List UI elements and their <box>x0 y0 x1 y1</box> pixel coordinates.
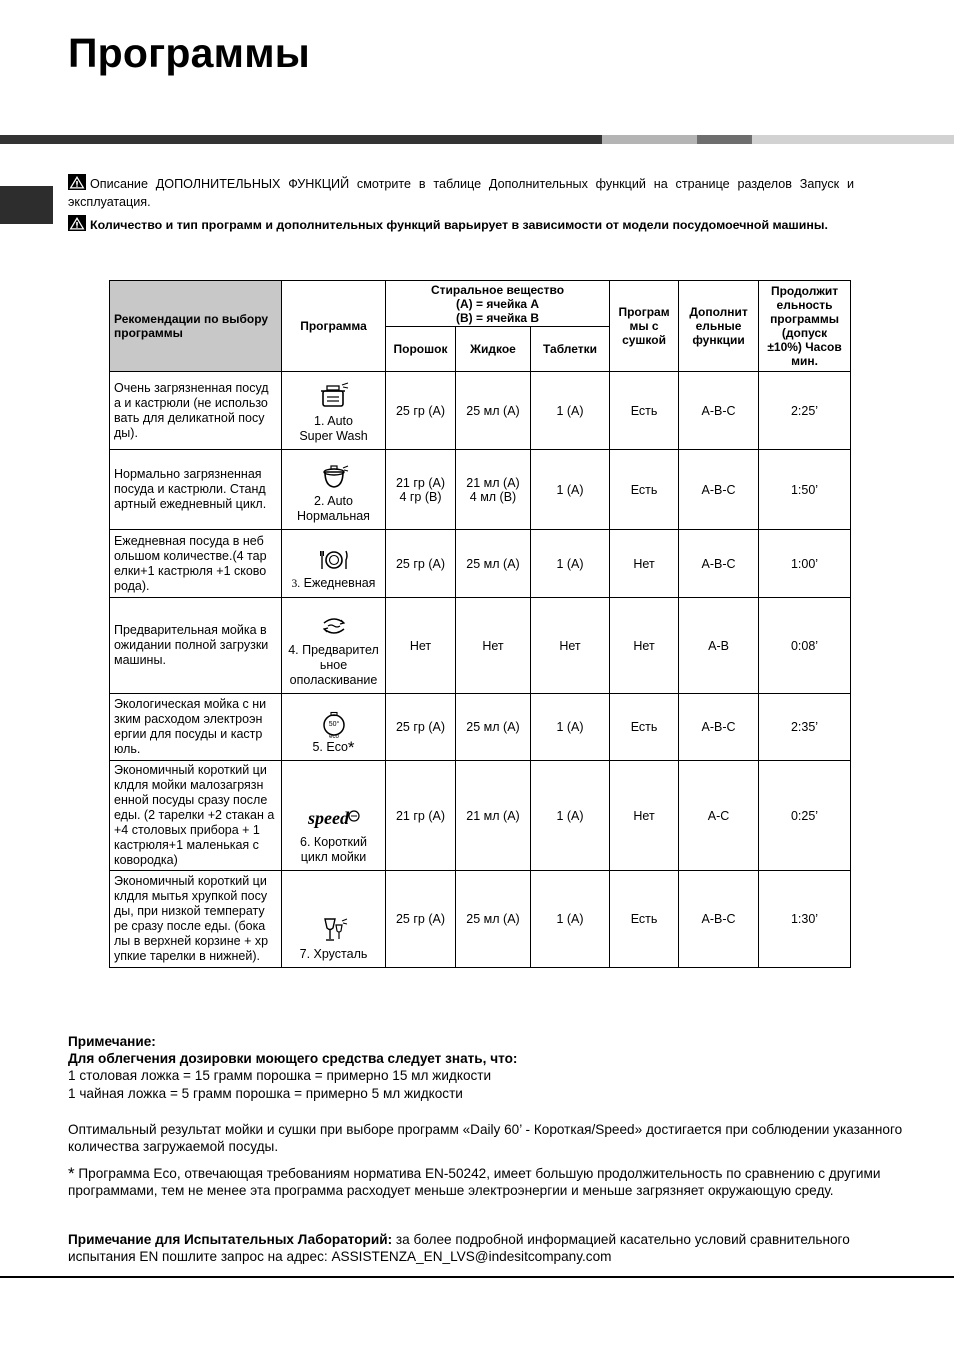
header-bar-dark <box>0 135 602 144</box>
row-powder: 21 гр (A) <box>386 761 456 871</box>
table-row <box>110 598 851 694</box>
section-tab <box>0 186 53 224</box>
row-liquid: 25 мл (A) <box>456 871 531 968</box>
row-tablets: 1 (A) <box>531 450 610 530</box>
row-recommendation: Экономичный короткий ци клдля мойки малозагрязн енной посуды сразу после еды. (2 тарелки +2 стакан а +4 столовых прибора + 1 кастрюля+1 маленькая с ковородка) <box>110 761 282 871</box>
header-bar-light <box>602 135 697 144</box>
row-powder: 25 гр (A) <box>386 530 456 598</box>
row-powder: Нет <box>386 598 456 694</box>
row-tablets: 1 (A) <box>531 530 610 598</box>
row-drying: Есть <box>610 372 679 450</box>
header-powder: Порошок <box>386 327 456 372</box>
program-name-line1: 4. Предварител <box>288 643 379 657</box>
auto-super-wash-icon <box>319 382 349 410</box>
row-duration: 2:25’ <box>759 372 851 450</box>
header-recommendation: Рекомендации по выбору программы <box>110 281 282 372</box>
row-recommendation: Экологическая мойка с ни зким расходом электроэн ергии для посуды и кастр юль. <box>110 694 282 761</box>
lab-note-label: Примечание для Испытательных Лабораторий: <box>68 1232 393 1247</box>
row-powder: 25 гр (A) <box>386 871 456 968</box>
lab-note <box>68 1231 908 1265</box>
page-title: Программы <box>68 30 310 76</box>
asterisk: * <box>68 1164 75 1183</box>
header-detergent <box>386 281 610 327</box>
row-program <box>282 694 386 761</box>
row-options: A-B-C <box>679 694 759 761</box>
daily-plate-icon <box>318 548 350 572</box>
row-program <box>282 372 386 450</box>
header-detergent-title: Стиральное вещество <box>430 282 565 297</box>
row-recommendation: Нормально загрязненная посуда и кастрюли. Станд артный ежедневный цикл. <box>110 450 282 530</box>
row-program <box>282 530 386 598</box>
table-row <box>110 871 851 968</box>
header-detergent-b: (B) = ячейка B <box>455 310 540 325</box>
row-tablets: Нет <box>531 598 610 694</box>
row-recommendation: Ежедневная посуда в неб ольшом количестве.(4 тар елки+1 кастрюля +1 сково рода). <box>110 530 282 598</box>
row-tablets: 1 (A) <box>531 871 610 968</box>
eco-note <box>68 1165 908 1199</box>
dosage-note-title: Примечание: <box>68 1034 156 1049</box>
row-liquid: Нет <box>456 598 531 694</box>
table-row <box>110 372 851 450</box>
bottom-rule <box>0 1276 954 1278</box>
row-liquid: 25 мл (A) <box>456 530 531 598</box>
row-powder <box>386 450 456 530</box>
row-program <box>282 450 386 530</box>
dosage-note <box>68 1033 908 1102</box>
table-row <box>110 761 851 871</box>
liquid-b: 4 мл (B) <box>469 489 517 504</box>
program-name-line1 <box>286 576 381 592</box>
row-drying: Есть <box>610 450 679 530</box>
program-name-line2: Нормальная <box>297 509 370 523</box>
row-duration: 0:25’ <box>759 761 851 871</box>
program-name-line1: 1. Auto <box>314 414 353 428</box>
programs-table <box>109 280 851 968</box>
program-name: 5. Eco <box>312 740 348 754</box>
row-duration: 1:30’ <box>759 871 851 968</box>
header-liquid: Жидкое <box>456 327 531 372</box>
header-duration: Продолжит ельность программы (допуск ±10%) Часов мин. <box>759 281 851 372</box>
row-powder: 25 гр (A) <box>386 694 456 761</box>
eco-icon <box>321 711 347 739</box>
program-name: Ежедневная <box>303 576 376 590</box>
table-header-row <box>110 281 851 327</box>
warning-icon <box>68 174 86 190</box>
row-liquid: 21 мл (A) <box>456 761 531 871</box>
options-note-text: Описание ДОПОЛНИТЕЛЬНЫХ ФУНКЦИЙ смотрите в таблице Дополнительных функций на странице разделов Запуск и эксплуатация. <box>68 177 854 209</box>
options-note <box>68 174 854 211</box>
model-note <box>68 215 854 235</box>
header-detergent-a: (A) = ячейка A <box>455 296 540 311</box>
row-liquid: 25 мл (A) <box>456 372 531 450</box>
program-number: 3. <box>291 578 301 590</box>
optimal-result-note: Оптимальный результат мойки и сушки при выборе программ «Daily 60’ - Короткая/Speed» достигается при соблюдении указанного количества загружаемой посуды. <box>68 1122 903 1155</box>
program-name-line1: 7. Хрусталь <box>299 947 368 961</box>
program-name-line2: цикл мойки <box>300 850 367 864</box>
program-name-line2: Super Wash <box>299 429 368 443</box>
dosage-note-line2: 1 чайная ложка = 5 грамм порошка = примерно 5 мл жидкости <box>68 1085 463 1101</box>
row-drying: Есть <box>610 694 679 761</box>
row-drying: Есть <box>610 871 679 968</box>
row-tablets: 1 (A) <box>531 372 610 450</box>
program-name-line2: ьное <box>319 658 348 672</box>
row-recommendation: Очень загрязненная посуд а и кастрюли (не использо вать для деликатной посу ды). <box>110 372 282 450</box>
row-options: A-B-C <box>679 372 759 450</box>
eco-note-text: Программа Eco, отвечающая требованиям норматива EN-50242, имеет большую продолжительность по сравнению с другими программами, тем не менее эта программа расходует меньше электроэнергии и меньше загрязняет окружающую среду. <box>68 1166 881 1199</box>
row-powder: 25 гр (A) <box>386 372 456 450</box>
row-drying: Нет <box>610 530 679 598</box>
program-name-line3: ополаскивание <box>289 673 378 687</box>
header-tablets: Таблетки <box>531 327 610 372</box>
row-options: A-B-C <box>679 530 759 598</box>
row-liquid: 25 мл (A) <box>456 694 531 761</box>
warning-icon <box>68 215 86 231</box>
prewash-icon <box>319 613 349 639</box>
row-options: A-C <box>679 761 759 871</box>
program-name-line1: 2. Auto <box>314 494 353 508</box>
header-bar-mid <box>697 135 752 144</box>
auto-normal-icon <box>319 464 349 490</box>
header-drying: Програм мы с сушкой <box>610 281 679 372</box>
header-program: Программа <box>282 281 386 372</box>
row-duration: 0:08’ <box>759 598 851 694</box>
program-name-line1: 6. Короткий <box>300 835 367 849</box>
row-liquid <box>456 450 531 530</box>
program-name-line1 <box>286 740 381 755</box>
crystal-glass-icon <box>320 917 348 943</box>
row-options: A-B <box>679 598 759 694</box>
powder-b: 4 гр (B) <box>399 489 442 504</box>
row-duration: 1:00’ <box>759 530 851 598</box>
row-options: A-B-C <box>679 450 759 530</box>
row-recommendation: Экономичный короткий ци клдля мытья хрупкой посу ды, при низкой температу ре сразу после еды. (бока лы в верхней корзине + хр упкие тарелки в нижней). <box>110 871 282 968</box>
row-options: A-B-C <box>679 871 759 968</box>
dosage-note-subtitle: Для облегчения дозировки моющего средства следует знать, что: <box>68 1051 518 1067</box>
table-row <box>110 530 851 598</box>
row-recommendation: Предварительная мойка в ожидании полной загрузки машины. <box>110 598 282 694</box>
row-duration: 1:50’ <box>759 450 851 530</box>
row-duration: 2:35’ <box>759 694 851 761</box>
asterisk: * <box>347 738 355 757</box>
lab-note-text: за более подробной информацией касательно условий сравнительного испытания EN пошлите запрос на адрес: ASSISTENZA_EN_LVS@indesitcompany.com <box>68 1232 850 1265</box>
speed-icon <box>306 805 362 831</box>
dosage-note-line1: 1 столовая ложка = 15 грамм порошка = примерно 15 мл жидкости <box>68 1068 492 1084</box>
eco-icon-temp: 50° <box>328 721 339 728</box>
speed-icon-word: speed <box>307 808 349 828</box>
row-program <box>282 761 386 871</box>
model-note-text: Количество и тип программ и дополнительных функций варьирует в зависимости от модели посудомоечной машины. <box>90 218 828 232</box>
powder-a: 21 гр (A) <box>395 475 446 490</box>
liquid-a: 21 мл (A) <box>466 475 520 490</box>
row-tablets: 1 (A) <box>531 694 610 761</box>
header-options: Дополнит ельные функции <box>679 281 759 372</box>
row-tablets: 1 (A) <box>531 761 610 871</box>
row-drying: Нет <box>610 761 679 871</box>
row-program <box>282 598 386 694</box>
header-bar-lighter <box>752 135 954 144</box>
table-row <box>110 450 851 530</box>
row-program <box>282 871 386 968</box>
row-drying: Нет <box>610 598 679 694</box>
eco-icon-label: eco <box>328 734 339 739</box>
table-row <box>110 694 851 761</box>
